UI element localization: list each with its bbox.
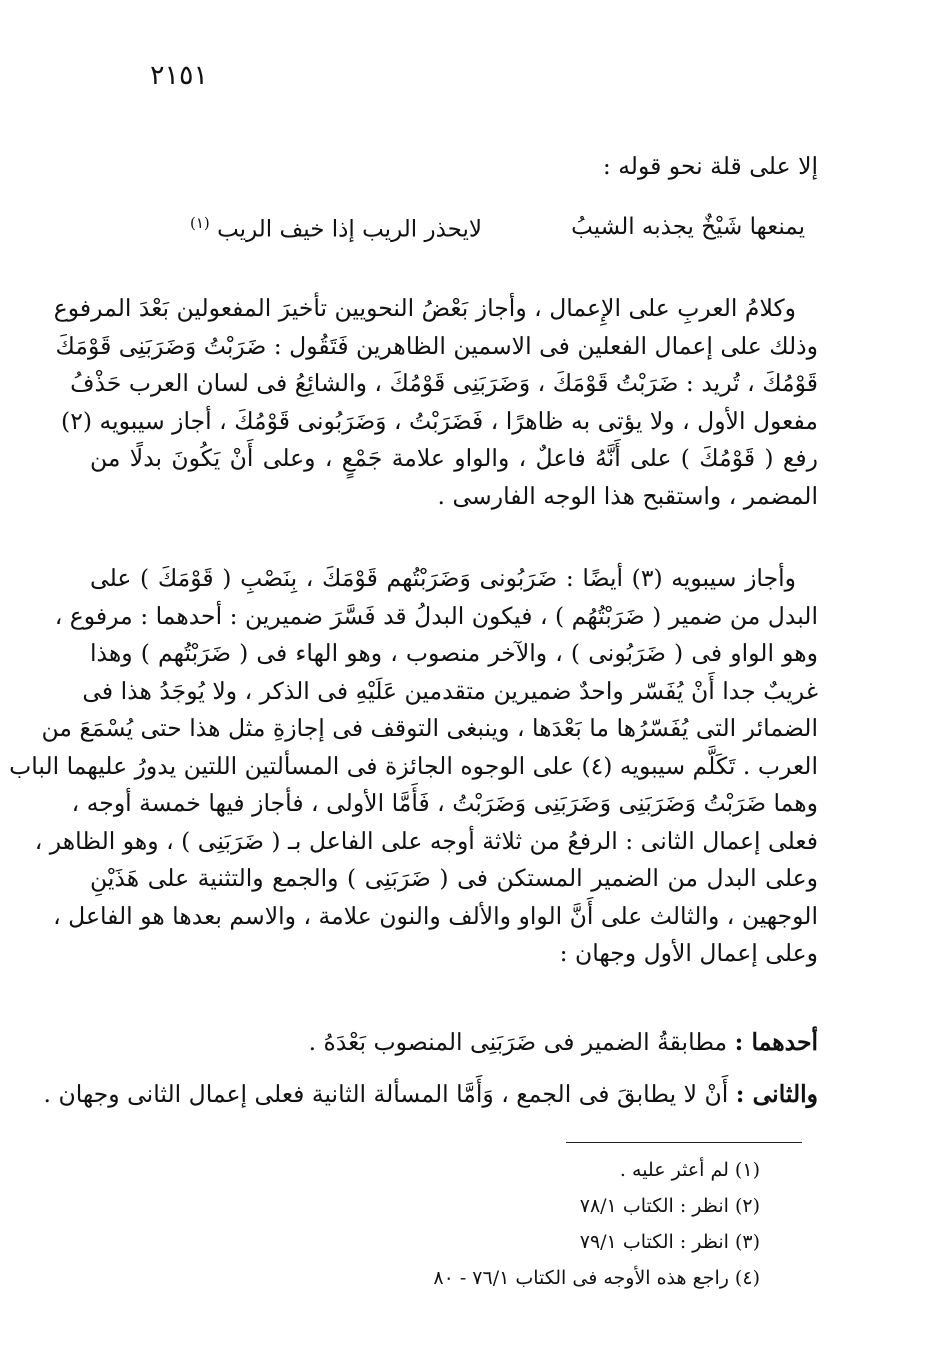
- paragraph-line: فعلى إعمال الثانى : الرفعُ من ثلاثة أوجه على الفاعل بـ ( ضَرَبَنِى ) ، وهو الظاهر ،: [34, 826, 818, 855]
- footnote-item: (٣) انظر : الكتاب ٧٩/١: [579, 1231, 760, 1253]
- paragraph-line: الضمائر التى يُفَسّرُها ما بَعْدَها ، وينبغى التوقف فى إجازةِ مثل هذا حتى يُسْمَعَ من: [41, 714, 818, 742]
- paragraph-line: وأجاز سيبويه (٣) أيضًا : ضَرَبُونى وَضَرَبْتُهم قَوْمَكَ ، بِنَصْبِ ( قَوْمَكَ ) على: [90, 564, 796, 592]
- paragraph-line: العرب . تَكَلَّم سيبويه (٤) على الوجوه الجائزة فى المسألتين اللتين يدورُ عليهما الباب: [9, 751, 818, 780]
- paragraph-line: البدل من ضمير ( ضَرَبْتُهُم ) ، فيكون البدلُ قد فَسَّرَ ضميرين : أحدهما : مرفوع ،: [54, 601, 818, 630]
- paragraph-line: مفعول الأول ، ولا يؤتى به ظاهرًا ، فَضَرَبْتُ ، وَضَرَبُونى قَوْمُكَ ، أجاز سيبويه (٢): [61, 406, 818, 435]
- definition-term: أحدهما :: [734, 1028, 818, 1056]
- definition-text: مطابقةُ الضمير فى ضَرَبَنِى المنصوب بَعْدَهُ .: [308, 1028, 735, 1056]
- footnote-item: (٢) انظر : الكتاب ٧٨/١: [579, 1195, 760, 1217]
- paragraph-line: وهما ضَرَبْتُ وَضَرَبَنِى وَضَرَبَنِى وَضَرَبْتُ ، فَأَمَّا الأولى ، فأجاز فيها خمسة أوجه ،: [71, 789, 818, 817]
- paragraph-line: وهو الواو فى ( ضَرَبُونى ) ، والآخر منصوب ، وهو الهاء فى ( ضَرَبْتُهم ) وهذا: [90, 639, 818, 667]
- paragraph-line: وعلى البدل من الضمير المستكن فى ( ضَرَبَنِى ) والجمع والتثنية على هَذَيْنِ: [90, 864, 818, 892]
- paragraph-2: [9, 560, 818, 973]
- paragraph-line: قَوْمُكَ ، تُريد : ضَرَبْتُ قَوْمَكَ ، وَضَرَبَنِى قَوْمُكَ ، والشائِعُ فى لسان العرب حَذْفُ: [70, 369, 818, 397]
- definition-first: [90, 1028, 818, 1056]
- poetry-verse: [190, 214, 805, 243]
- paragraph-line: الوجهين ، والثالث على أَنَّ الواو والألف والنون علامة ، والاسم بعدها هو الفاعل ،: [53, 901, 818, 930]
- footnote-item: (٤) راجع هذه الأوجه فى الكتاب ٧٦/١ - ٨٠: [433, 1267, 760, 1289]
- paragraph-1: [53, 290, 818, 515]
- paragraph-line: غريبٌ جدا أَنْ يُفَسّر واحدٌ ضميرين متقدمين عَلَيْهِ فى الذكر ، ولا يُوجَدُ هذا فى: [82, 676, 818, 705]
- page-number: ٢١٥١: [150, 60, 209, 91]
- paragraph-line: رفع ( قَوْمُكَ ) على أَنَّهُ فاعلٌ ، والواو علامة جَمْعٍ ، وعلى أَنْ يَكُونَ بدلًا من: [90, 444, 818, 472]
- intro-line: إلا على قلة نحو قوله :: [602, 152, 818, 180]
- paragraph-line: وعلى إعمال الأول وجهان :: [559, 939, 818, 967]
- definition-term: والثانى :: [735, 1080, 818, 1108]
- paragraph-line: المضمر ، واستقبح هذا الوجه الفارسى .: [437, 481, 818, 510]
- paragraph-line: وذلك على إعمال الفعلين فى الاسمين الظاهرين فَتَقُول : ضَرَبْتُ وَضَرَبَنِى قَوْمَكَ: [55, 331, 818, 360]
- footnote-separator: [566, 1142, 802, 1143]
- verse-first-hemistich-text: يمنعها شَيْخٌ يجذبه الشيبُ: [571, 214, 805, 240]
- verse-footnote-marker: (١): [190, 214, 210, 232]
- definition-text: أَنْ لا يطابقَ فى الجمع ، وَأَمَّا المسألة الثانية فعلى إعمال الثانى وجهان .: [43, 1080, 736, 1108]
- definition-second: [43, 1080, 818, 1108]
- paragraph-line: وكلامُ العربِ على الإِعمال ، وأجاز بَعْضُ النحويين تأخيرَ المفعولين بَعْدَ المرفوع: [53, 294, 796, 322]
- footnotes: [380, 1152, 760, 1296]
- verse-second-hemistich: [190, 214, 482, 243]
- verse-second-hemistich-text: لايحذر الريب إذا خيف الريب: [217, 216, 483, 243]
- footnote-item: (١) لم أعثر عليه .: [619, 1159, 760, 1181]
- verse-first-hemistich: [571, 214, 805, 243]
